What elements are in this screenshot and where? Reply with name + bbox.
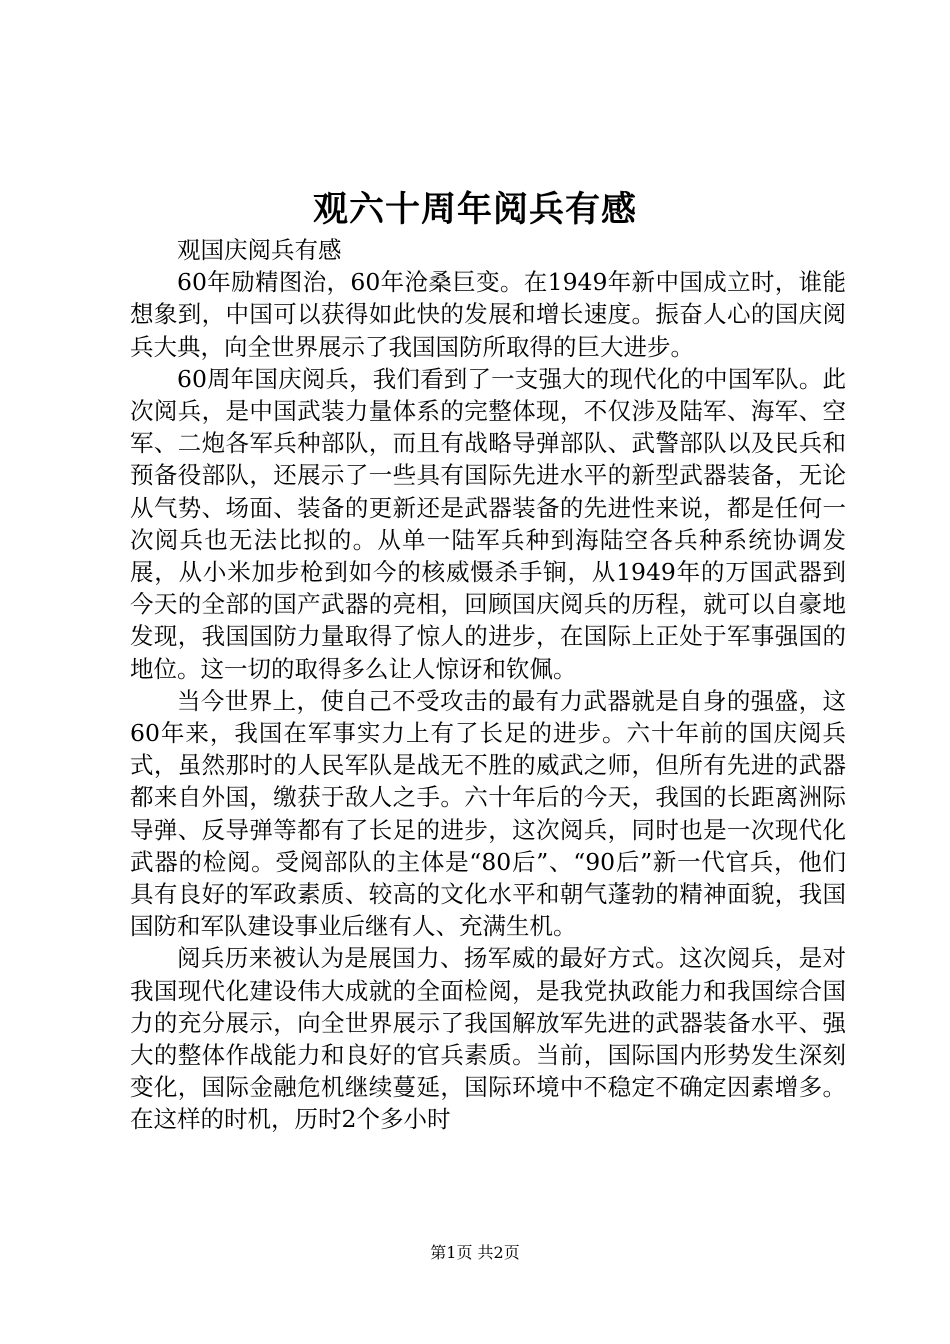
paragraph-3: 当今世界上，使自己不受攻击的最有力武器就是自身的强盛，这60年来，我国在军事实力上有了长足的进步。六十年前的国庆阅兵式，虽然那时的人民军队是战无不胜的威武之师，但所有先进的武器都来自外国，缴获于敌人之手。六十年后的今天，我国的长距离洲际导弹、反导弹等都有了长足的进步，这次阅兵，同时也是一次现代化武器的检阅。受阅部队的主体是“80后”、“90后”新一代官兵，他们具有良好的军政素质、较高的文化水平和朝气蓬勃的精神面貌，我国国防和军队建设事业后继有人、充满生机。 <box>130 686 846 941</box>
paragraph-1: 60年励精图治，60年沧桑巨变。在1949年新中国成立时，谁能想象到，中国可以获得如此快的发展和增长速度。振奋人心的国庆阅兵大典，向全世界展示了我国国防所取得的巨大进步。 <box>130 268 846 361</box>
document-subtitle: 观国庆阅兵有感 <box>177 236 342 264</box>
paragraph-2: 60周年国庆阅兵，我们看到了一支强大的现代化的中国军队。此次阅兵，是中国武装力量体系的完整体现，不仅涉及陆军、海军、空军、二炮各军兵种部队，而且有战略导弹部队、武警部队以及民兵和预备役部队，还展示了一些具有国际先进水平的新型武器装备，无论从气势、场面、装备的更新还是武器装备的先进性来说，都是任何一次阅兵也无法比拟的。从单一陆军兵种到海陆空各兵种系统协调发展，从小米加步枪到如今的核威慑杀手锏，从1949年的万国武器到今天的全部的国产武器的亮相，回顾国庆阅兵的历程，就可以自豪地发现，我国国防力量取得了惊人的进步，在国际上正处于军事强国的地位。这一切的取得多么让人惊讶和钦佩。 <box>130 364 846 683</box>
document-title: 观六十周年阅兵有感 <box>312 189 637 230</box>
page-footer: 第1页 共2页 <box>430 1243 520 1262</box>
paragraph-4: 阅兵历来被认为是展国力、扬军威的最好方式。这次阅兵，是对我国现代化建设伟大成就的全面检阅，是我党执政能力和我国综合国力的充分展示，向全世界展示了我国解放军先进的武器装备水平、强大的整体作战能力和良好的官兵素质。当前，国际国内形势发生深刻变化，国际金融危机继续蔓延，国际环境中不稳定不确定因素增多。在这样的时机，历时2个多小时 <box>130 944 846 1134</box>
document-body <box>130 234 846 1136</box>
